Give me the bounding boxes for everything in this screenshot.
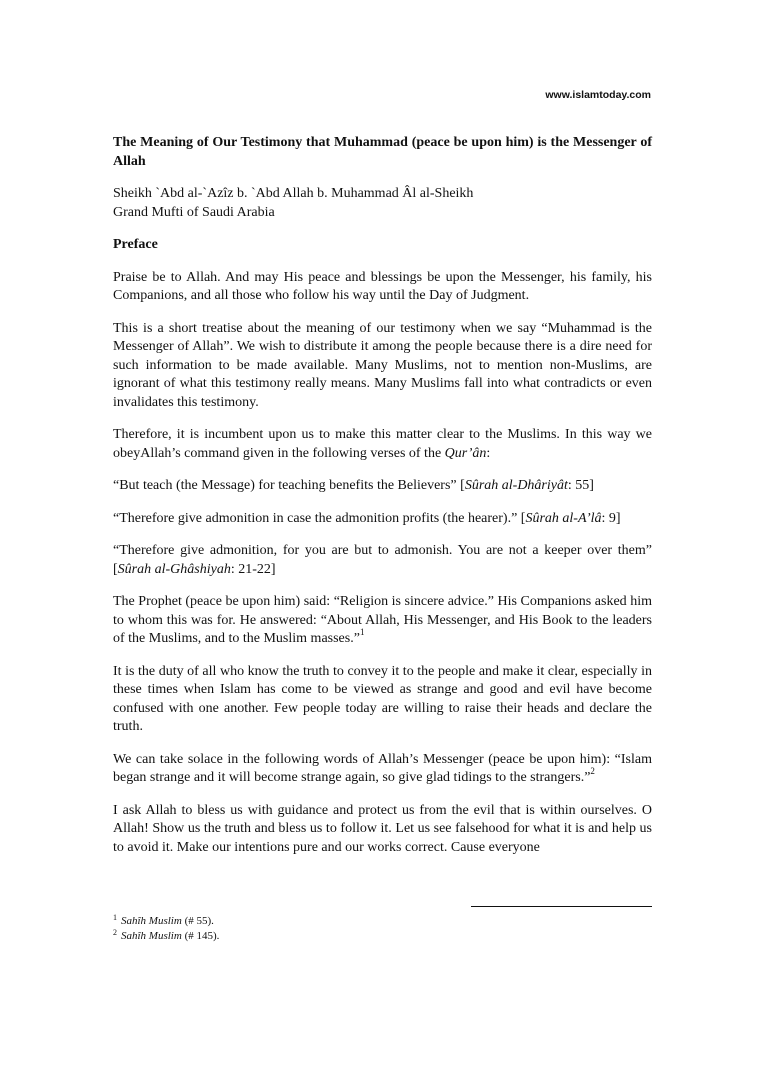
paragraph-supplication: I ask Allah to bless us with guidance and protect us from the evil that is within ourselves. O Allah! Show us the truth and bless us to follow it. Let us see falsehood for what it is and help us to avoid it. Make our intentions pure and our works correct. Cause everyone bbox=[113, 802, 652, 855]
paragraph-treatise: This is a short treatise about the meaning of our testimony when we say “Muhammad is the Messenger of Allah”. We wish to distribute it among the people because there is a dire need for such information to be made available. Many Muslims, not to mention non-Muslims, are ignorant of what this testimony really means. Many Muslims fall into what contradicts or even invalidates this testimony. bbox=[113, 320, 652, 410]
surah-name: Sûrah al-Ghâshiyah bbox=[117, 561, 231, 577]
author-block bbox=[113, 185, 652, 222]
quote-text: “Therefore give admonition, for you are but to admonish. You are not a keeper over them” [ bbox=[113, 543, 652, 577]
paragraph-text: : bbox=[486, 445, 491, 461]
site-url: www.islamtoday.com bbox=[545, 89, 651, 101]
footnote-mark: 1 bbox=[113, 913, 117, 922]
document-title: The Meaning of Our Testimony that Muhammad (peace be upon him) is the Messenger of Allah bbox=[113, 135, 652, 169]
surah-name: Sûrah al-Dhâriyât bbox=[464, 478, 568, 493]
footnote-ref: (# 55). bbox=[181, 915, 214, 927]
footnote-marker: 1 bbox=[359, 627, 365, 637]
footnote-mark: 2 bbox=[113, 928, 117, 937]
quote-text: “But teach (the Message) for teaching benefits the Believers” [ bbox=[113, 478, 465, 493]
footnote-divider bbox=[471, 906, 652, 907]
footnote-1 bbox=[113, 914, 652, 929]
footnote-2 bbox=[113, 929, 652, 944]
paragraph-text: We can take solace in the following words of Allah’s Messenger (peace be upon him): “Islam began strange and it will become strange again, so give glad tidings to the strangers.” bbox=[113, 751, 652, 785]
quote-ref: : 9] bbox=[601, 510, 621, 526]
surah-name: Sûrah al-A’lâ bbox=[525, 510, 602, 526]
quote-dhariyat bbox=[113, 477, 652, 496]
footnotes bbox=[113, 914, 652, 944]
footnote-marker: 2 bbox=[590, 766, 595, 776]
document-body bbox=[113, 134, 652, 871]
paragraph-praise: Praise be to Allah. And may His peace and blessings be upon the Messenger, his family, his Companions, and all those who follow his way until the Day of Judgment. bbox=[113, 269, 652, 303]
section-heading: Preface bbox=[113, 237, 158, 252]
author-position: Grand Mufti of Saudi Arabia bbox=[113, 204, 275, 220]
quote-ref: : 21-22] bbox=[230, 561, 276, 577]
footnote-source: Sahîh Muslim bbox=[121, 930, 182, 942]
footnote-source: Sahîh Muslim bbox=[121, 915, 182, 927]
paragraph-sincere-advice bbox=[113, 593, 652, 649]
quote-ala bbox=[113, 510, 652, 529]
paragraph-solace bbox=[113, 751, 652, 788]
paragraph-text: Therefore, it is incumbent upon us to make this matter clear to the Muslims. In this way we obeyAllah’s command given in the following verses of the bbox=[113, 427, 652, 461]
paragraph-text: The Prophet (peace be upon him) said: “Religion is sincere advice.” His Companions asked him to whom this was for. He answered: “About Allah, His Messenger, and His Book to the leaders of the Muslims, and to the Muslim masses.” bbox=[113, 594, 652, 646]
quote-ghashiyah bbox=[113, 542, 652, 579]
paragraph-duty: It is the duty of all who know the truth to convey it to the people and make it clear, especially in these times when Islam has come to be viewed as strange and good and evil have become confused with one another. Few people today are willing to raise their heads and declare the truth. bbox=[113, 663, 652, 734]
quote-text: “Therefore give admonition in case the admonition profits (the hearer).” [ bbox=[113, 510, 526, 526]
footnote-ref: (# 145). bbox=[181, 930, 220, 942]
quote-ref: : 55] bbox=[567, 478, 594, 493]
paragraph-incumbent bbox=[113, 426, 652, 463]
author-name: Sheikh `Abd al-`Azîz b. `Abd Allah b. Muhammad Âl al-Sheikh bbox=[113, 186, 474, 201]
emphasis-text: Qur’ân bbox=[444, 445, 487, 461]
